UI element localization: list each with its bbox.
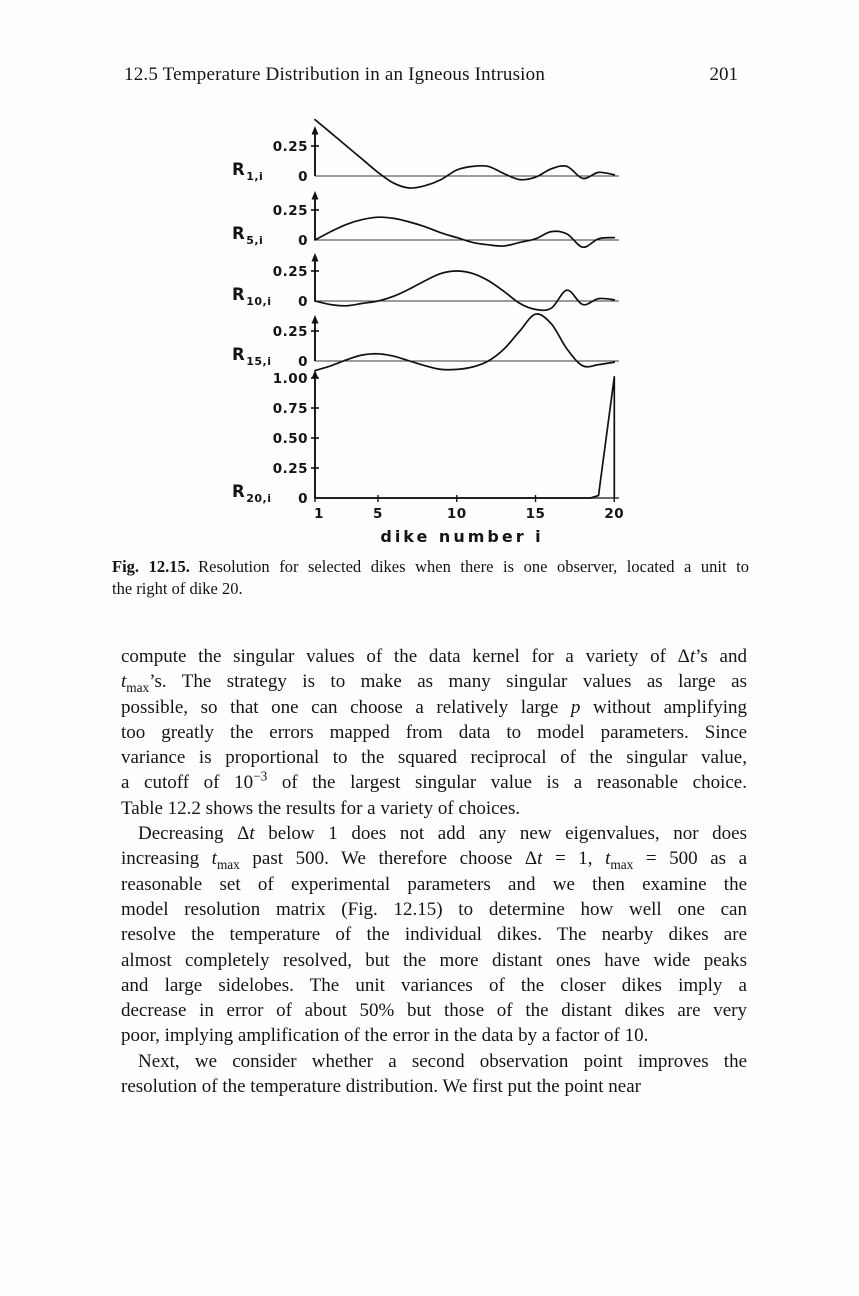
page-number: 201 [709, 64, 738, 85]
body-text-line: Table 12.2 shows the results for a variety of choices. [121, 797, 521, 819]
resolution-figure-chart [225, 103, 645, 553]
body-text-line: increasing $t_{max}$ past 500. We therefore choose Δt = 1, $t_{max} = 500$ as a [121, 848, 748, 873]
y-tick-label: 0.25 [272, 203, 308, 219]
figure-panel-R15i [232, 314, 619, 371]
body-text-line: resolution of the temperature distribution. We first put the point near [121, 1076, 641, 1098]
curve-R1i [315, 120, 614, 188]
body-text-line: a cutoff of $10^{-3}$ of the largest singular value is a reasonable choice. [121, 769, 747, 794]
panel-label-R10i: $R_{10,i}$ [232, 285, 272, 308]
axis-arrow-icon [312, 191, 319, 200]
y-tick-label: 0.25 [272, 324, 308, 340]
body-text-line: decrease in error of about 50% but those of the distant dikes are very [121, 1000, 747, 1022]
panel-label-R5i: $R_{5,i}$ [232, 224, 264, 247]
panel-label-R20i: $R_{20,i}$ [232, 482, 272, 505]
panel-label-R1i: $R_{1,i}$ [232, 160, 264, 183]
body-text-line: almost completely resolved, but the more distant ones have wide peaks [121, 949, 747, 971]
y-tick-label: 0.25 [272, 264, 308, 280]
figure-panel-R20i [232, 370, 619, 507]
body-text-line: resolve the temperature of the individual dikes. The nearby dikes are [121, 924, 747, 946]
body-text [121, 644, 747, 1099]
body-text-line: too greatly the errors mapped from data to model parameters. Since [121, 721, 747, 743]
x-tick-label: 15 [525, 506, 546, 522]
x-tick-label: 20 [604, 506, 625, 522]
figure-caption-line: the right of dike 20. [112, 578, 243, 598]
y-tick-label: 0 [298, 169, 308, 185]
body-text-line: and large sidelobes. The unit variances of the closer dikes imply a [121, 974, 747, 996]
y-tick-label: 1.00 [272, 371, 308, 387]
y-tick-label: 0 [298, 294, 308, 310]
body-text-line: compute the singular values of the data kernel for a variety of Δt’s and [121, 646, 747, 667]
x-axis-title: dike number i [380, 527, 544, 546]
y-tick-label: 0 [298, 491, 308, 507]
body-text-line: Next, we consider whether a second observation point improves the [138, 1050, 747, 1072]
y-tick-label: 0 [298, 354, 308, 370]
y-tick-label: 0.75 [272, 401, 308, 417]
running-head: 12.5 Temperature Distribution in an Igneous Intrusion [124, 64, 546, 85]
axis-arrow-icon [312, 315, 319, 324]
body-text-line: Decreasing Δt below 1 does not add any new eigenvalues, nor does [138, 823, 748, 845]
figure-caption-line: Fig. 12.15. Resolution for selected dikes when there is one observer, located a unit to [112, 557, 749, 576]
curve-R20i [315, 377, 614, 498]
body-text-line: possible, so that one can choose a relatively large p without amplifying [121, 696, 747, 718]
body-text-line: variance is proportional to the squared reciprocal of the singular value, [121, 747, 747, 769]
curve-R10i [315, 271, 614, 310]
x-tick-label: 1 [314, 506, 324, 522]
y-tick-label: 0 [298, 233, 308, 249]
figure-caption [112, 556, 749, 599]
y-tick-label: 0.25 [272, 139, 308, 155]
body-text-line: model resolution matrix (Fig. 12.15) to determine how well one can [121, 898, 747, 920]
y-tick-label: 0.50 [272, 431, 308, 447]
figure-panel-R10i [232, 253, 619, 310]
panel-label-R15i: $R_{15,i}$ [232, 345, 272, 368]
figure-panel-R1i [232, 120, 619, 188]
curve-R5i [315, 217, 614, 247]
curve-R15i [315, 314, 614, 371]
figure-12-15 [225, 103, 645, 553]
axis-arrow-icon [312, 253, 319, 262]
body-text-line: poor, implying amplification of the error in the data by a factor of 10. [121, 1025, 649, 1047]
figure-panel-R5i [232, 191, 619, 249]
body-text-line: reasonable set of experimental parameters and we then examine the [121, 873, 747, 895]
x-tick-label: 10 [446, 506, 467, 522]
x-tick-label: 5 [373, 506, 383, 522]
y-tick-label: 0.25 [272, 461, 308, 477]
body-text-line: $t_{max}’s$. The strategy is to make as many singular values as large as [121, 671, 747, 696]
axis-arrow-icon [312, 126, 319, 135]
